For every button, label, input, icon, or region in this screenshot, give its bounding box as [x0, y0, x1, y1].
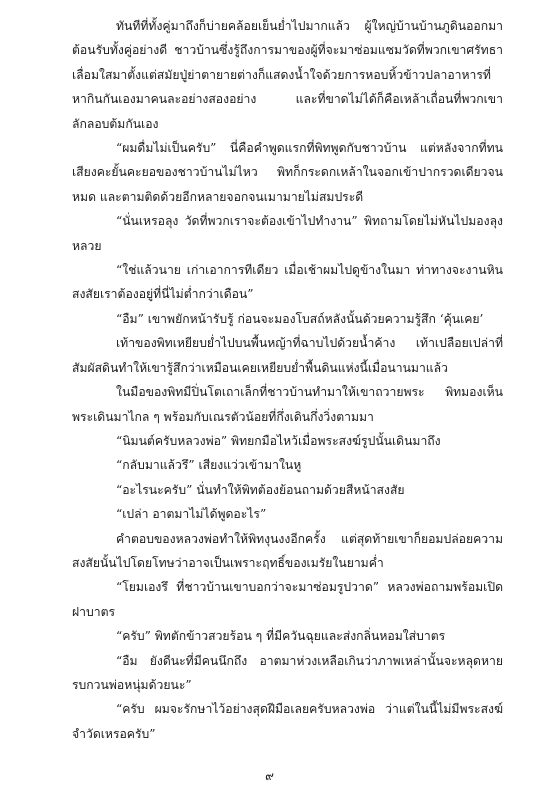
paragraph: “ครับ ผมจะรักษาไว้อย่างสุดฝีมือเลยครับหลวงพ่อ ว่าแต่ในนี้ไม่มีพระสงฆ์จำวัดเหรอครับ”	[72, 702, 503, 741]
paragraph: “ผมดื่มไม่เป็นครับ” นี่คือคำพูดแรกที่พิทพูดกับชาวบ้าน แต่หลังจากที่ทนเสียงคะยั้นคะยอของชาวบ้านไม่ไหว พิทก็กระดกเหล้าในจอกเข้าปากรวดเดียวจนหมด และตามติดด้วยอีกหลายจอกจนเมามายไม่สมประดี	[72, 141, 503, 204]
page-number: ๙	[265, 769, 274, 783]
paragraph: “เปล่า อาตมาไม่ได้พูดอะไร”	[116, 507, 267, 522]
paragraph: “อะไรนะครับ” นั่นทำให้พิทต้องย้อนถามด้วยสีหน้าสงสัย	[116, 482, 405, 497]
paragraph: “นั่นเหรอลุง วัดที่พวกเราจะต้องเข้าไปทำงาน” พิทถามโดยไม่หันไปมองลุงหลวย	[72, 214, 503, 253]
paragraph: “ครับ” พิทตักข้าวสวยร้อน ๆ ที่มีควันฉุยและส่งกลิ่นหอมใส่บาตร	[116, 629, 446, 644]
paragraph: ทันทีที่ทั้งคู่มาถึงก็บ่ายคล้อยเย็นย่ำไปมากแล้ว ผู้ใหญ่บ้านบ้านภูดินออกมาต้อนรับทั้งคู่อย่างดี ชาวบ้านซึ่งรู้ถึงการมาของผู้ที่จะมาซ่อมแซมวัดที่พวกเขาศรัทธาเลื่อมใสมาตั้งแต่สมัยปู่ย่าตายายต่างก็แสดงน้ำใจด้วยการหอบหิ้วข้าวปลาอาหารที่หากินกันเองมาคนละอย่างสองอย่าง และที่ขาดไม่ได้ก็คือเหล้าเถื่อนที่พวกเขาลักลอบต้มกันเอง	[72, 19, 503, 131]
paragraph: คำตอบของหลวงพ่อทำให้พิทงุนงงอีกครั้ง แต่สุดท้ายเขาก็ยอมปล่อยความสงสัยนั้นไปโดยโทษว่าอาจเป็นเพราะฤทธิ์ของเมรัยในยามค่ำ	[72, 531, 503, 570]
paragraph: “นิมนต์ครับหลวงพ่อ” พิทยกมือไหว้เมื่อพระสงฆ์รูปนั้นเดินมาถึง	[116, 433, 441, 448]
paragraph: ในมือของพิทมีปิ่นโตเถาเล็กที่ชาวบ้านทำมาให้เขาถวายพระ พิทมองเห็นพระเดินมาไกล ๆ พร้อมกับเณรตัวน้อยที่กึ่งเดินกึ่งวิ่งตามมา	[72, 385, 503, 424]
paragraph: “ใช่แล้วนาย เก่าเอาการทีเดียว เมื่อเช้าผมไปดูข้างในมา ท่าทางจะงานหินสงสัยเราต้องอยู่ที่นี่ไม่ต่ำกว่าเดือน”	[72, 263, 503, 302]
body-text	[72, 14, 503, 746]
paragraph: เท้าของพิทเหยียบย่ำไปบนพื้นหญ้าที่ฉาบไปด้วยน้ำค้าง เท้าเปลือยเปล่าที่สัมผัสดินทำให้เขารู้สึกว่าเหมือนเคยเหยียบย่ำพื้นดินแห่งนี้เมื่อนานมาแล้ว	[72, 336, 503, 375]
paragraph: “กลับมาแล้วรึ” เสียงแว่วเข้ามาในหู	[116, 458, 302, 473]
paragraph: “อืม” เขาพยักหน้ารับรู้ ก่อนจะมองโบสถ์หลังนั้นด้วยความรู้สึก ‘คุ้นเคย’	[116, 311, 484, 326]
paragraph: “โยมเองรึ ที่ชาวบ้านเขาบอกว่าจะมาซ่อมรูปวาด” หลวงพ่อถามพร้อมเปิดฝาบาตร	[72, 580, 503, 619]
paragraph: “อืม ยังดีนะที่มีคนนึกถึง อาตมาห่วงเหลือเกินว่าภาพเหล่านั้นจะหลุดหาย รบกวนพ่อหนุ่มด้วยนะ”	[72, 653, 503, 692]
